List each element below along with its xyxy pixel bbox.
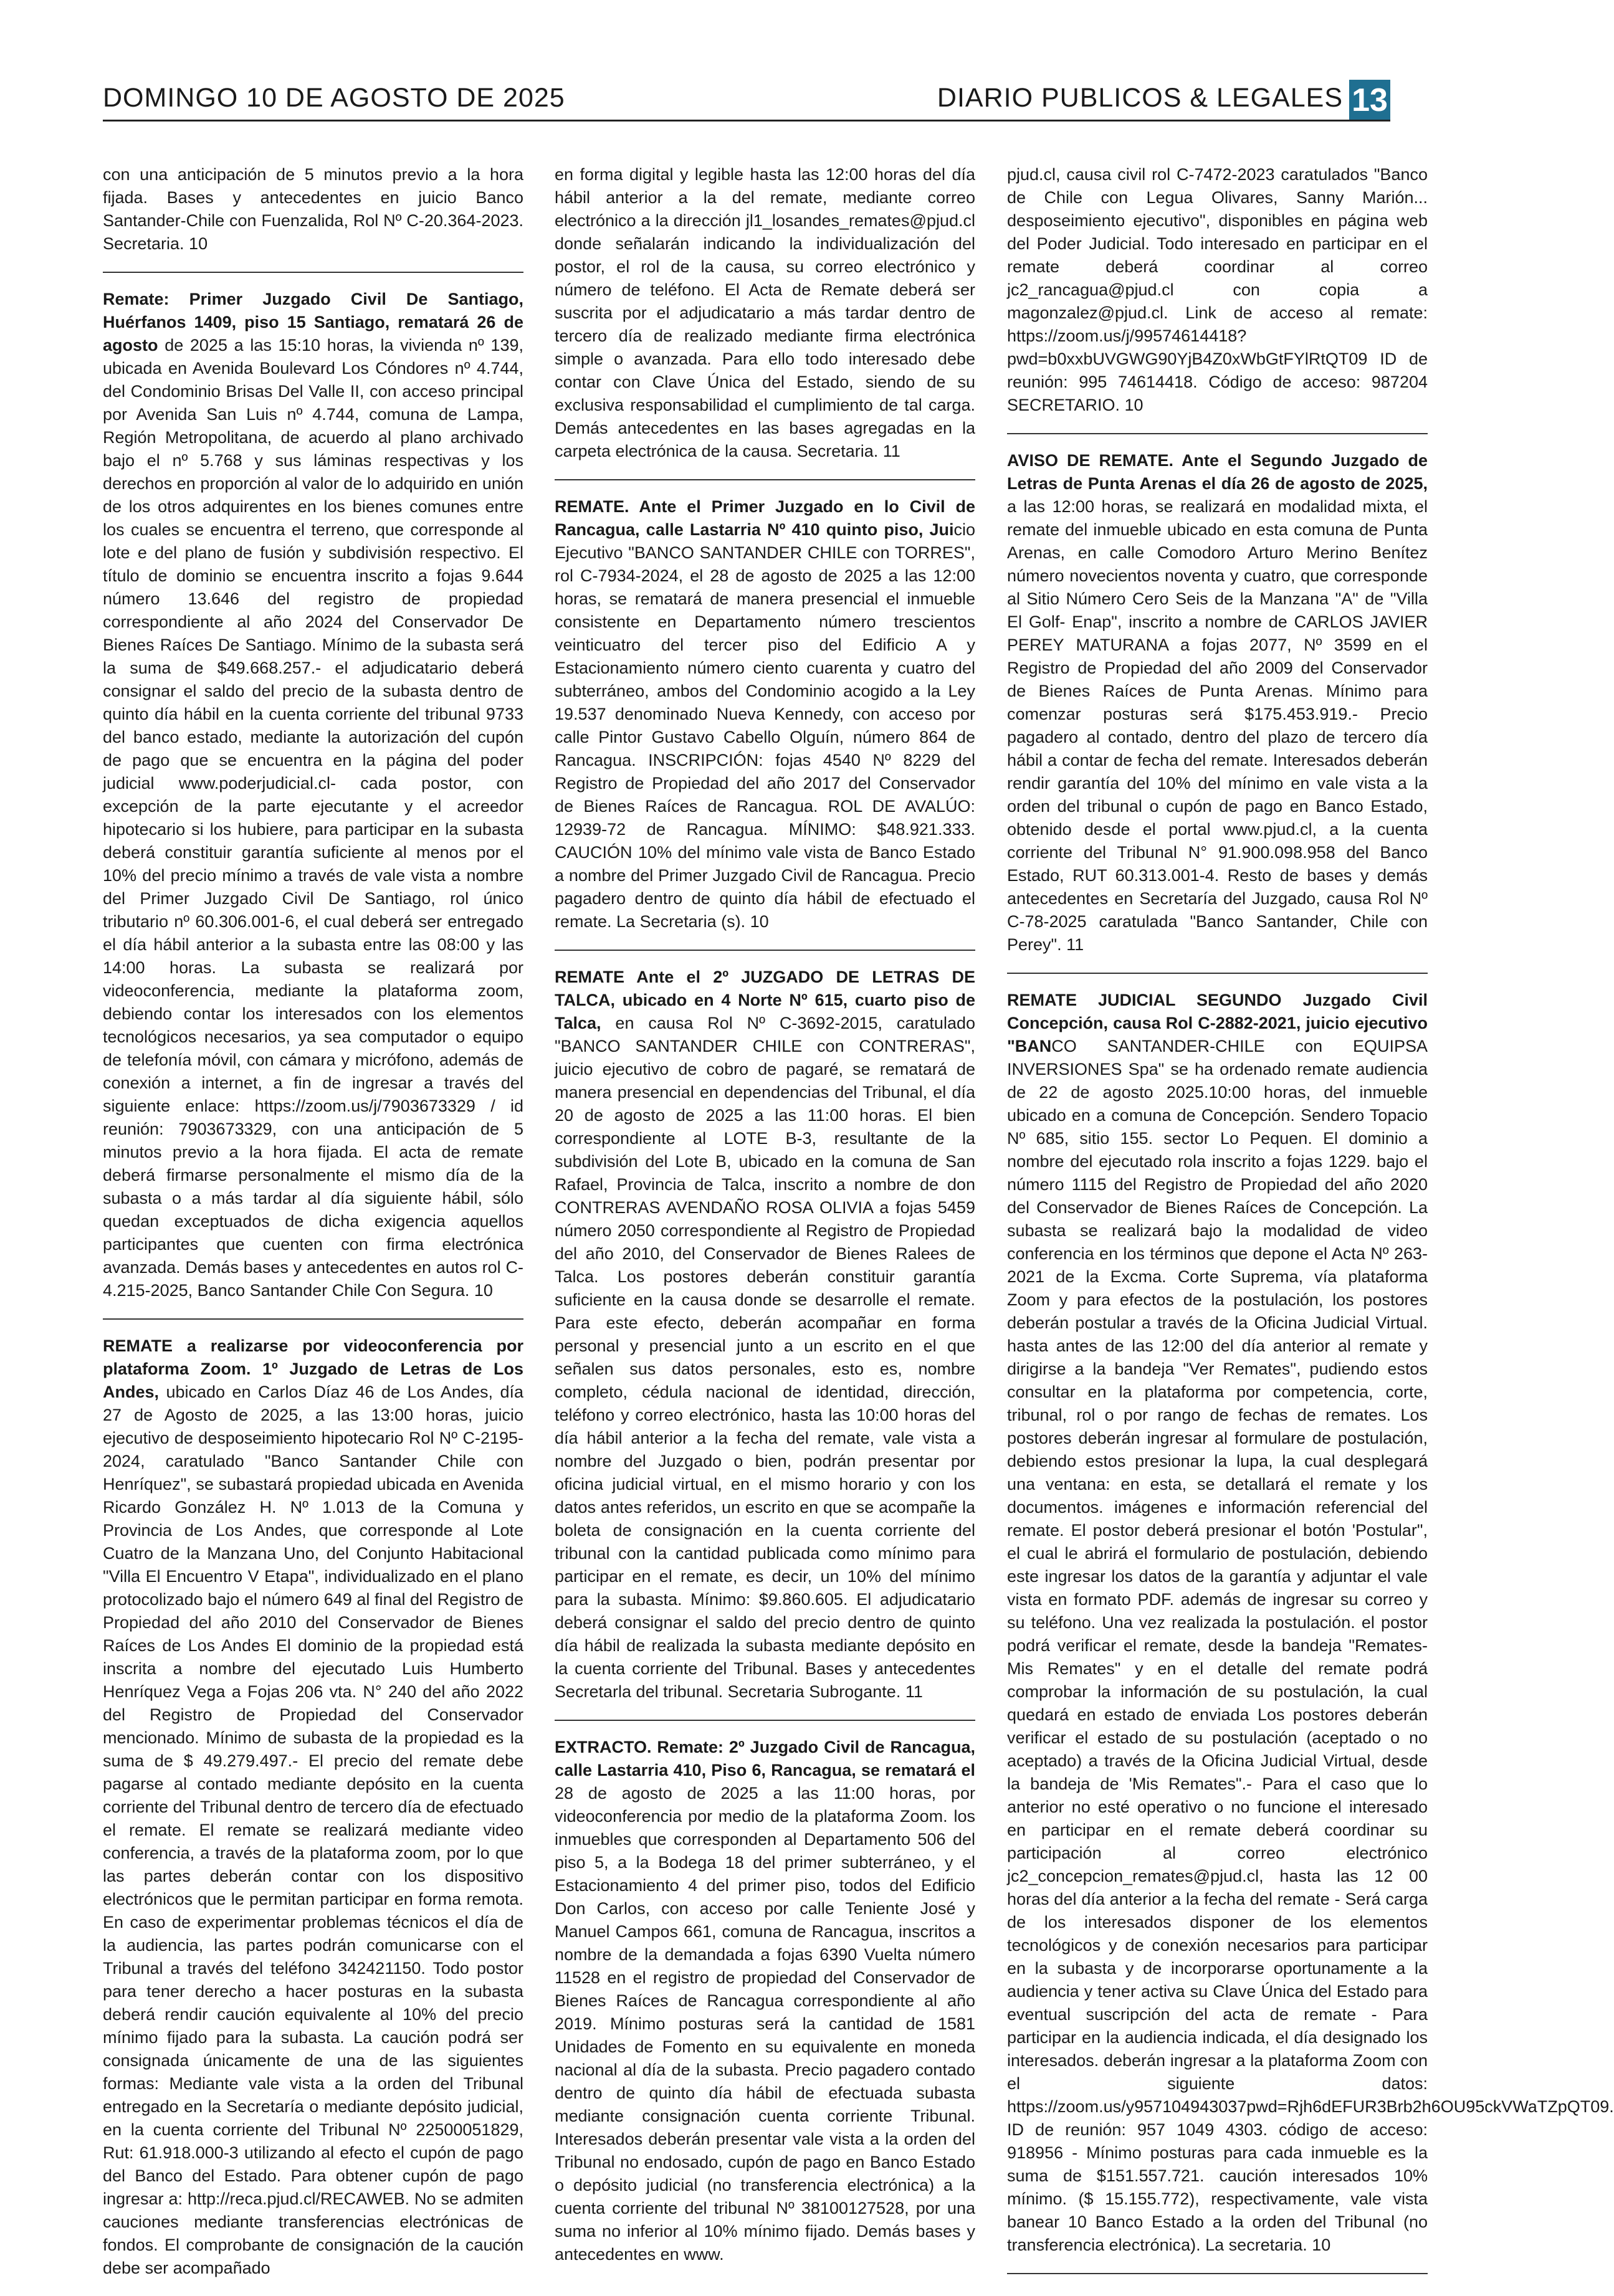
notice-body: a las 12:00 horas, se realizará en modalidad mixta, el remate del inmueble ubicado en esta comuna de Punta Arenas, en calle Comodoro Arturo Merino Benítez número novecientos noventa y cuatro, que corresponde al Sitio Número Cero Seis de la Manzana "A" de "Villa El Golf- Enap", inscrito a nombre de CARLOS JAVIER PEREY MATURANA a fojas 2077, Nº 3599 en el Registro de Propiedad del año 2009 del Conservador de Bienes Raíces de Punta Arenas. Mínimo para comenzar posturas será $175.453.919.- Precio pagadero al contado, dentro del plazo de tercero día hábil a contar de fecha del remate. Interesados deberán rendir garantía del 10% del mínimo en vale vista a la orden del tribunal o cupón de pago en Banco Estado, obtenido desde el portal www.pjud.cl, a la cuenta corriente del Tribunal N° 91.900.098.958 del Banco Estado, RUT 60.313.001-4. Resto de bases y demás antecedentes en Secretaría del Juzgado, causa Rol Nº C-78-2025 caratulada "Banco Santander, Chile con Perey". 11	[1007, 497, 1428, 954]
notice-divider	[103, 1318, 523, 1320]
notice-body: con una anticipación de 5 minutos previo a la hora fijada. Bases y antecedentes en juicio Banco Santander-Chile con Fuenzalida, Rol Nº C-20.364-2023. Secretaria. 10	[103, 165, 523, 253]
page-number-badge: 13	[1349, 80, 1390, 121]
notice-body: CO SANTANDER-CHILE con EQUIPSA INVERSIONES Spa" se ha ordenado remate audiencia de 22 de agosto 2025.10:00 horas, del inmueble ubicado en a comuna de Concepción. Sendero Topacio Nº 685, sitio 155. sector Lo Pequen. El dominio a nombre del ejecutado rola inscrito a fojas 1229. bajo el número 1115 del Registro de Propiedad del año 2020 del Conservador de Bienes Raíces de Concepción. La subasta se realizará bajo la modalidad de video conferencia en los términos que depone el Acta Nº 263-2021 de la Excma. Corte Suprema, vía plataforma Zoom y para efectos de la postulación, los postores deberán postular a través de la Oficina Judicial Virtual. hasta antes de las 12:00 del día anterior al remate y dirigirse a la bandeja "Ver Remates", pudiendo estos consultar en la plataforma por competencia, corte, tribunal, rol o por rango de fechas de remates. Los postores deberán ingresar al formulare de postulación, debiendo estos presionar la lupa, la cual desplegará una ventana: en esta, se detallará el remate y los documentos. imágenes e información referencial del remate. El postor deberá presionar el botón 'Postular", el cual le abrirá el formulario de postulación, debiendo este ingresar los datos de la garantía y adjuntar el vale vista en formato PDF. además de ingresar su correo y su teléfono. Una vez realizada la postulación. el postor podrá verificar el remate, desde la bandeja "Remates- Mis Remates" y en el detalle del remate podrá comprobar la información de su postulación, la cual quedará en estado de enviada Los postores deberán verificar el estado de su postulación (aceptado o no aceptado) a través de la Oficina Judicial Virtual, desde la bandeja de 'Mis Remates".- Para el caso que lo anterior no esté operativo o no funcione el interesado en participar en el remate deberá coordinar su participación al correo electrónico jc2_concepcion_remates@pjud.cl, hasta las 12 00 horas del día anterior a la fecha del remate - Será carga de los interesados disponer de los elementos tecnológicos y de conexión necesarios para participar en la subasta y de incorporarse oportunamente a la audiencia y tener activa su Clave Única del Estado para eventual suscripción del acta de remate - Para participar en la audiencia indicada, el día designado los interesados. deberán ingresar a la plataforma Zoom con el siguiente datos: https://zoom.us/y957104943037pwd=Rjh6dEFUR3Brb2h6OU95ckVWaTZpQT09. ID de reunión: 957 1049 4303. código de acceso: 918956 - Mínimo posturas para cada inmueble es la suma de $151.557.721. caución interesados 10% mínimo. ($ 15.155.772), respectivamente, vale vista banear 10 Banco Estado a la orden del Tribunal (no transferencia electrónica). La secretaria. 10	[1007, 1037, 1614, 2254]
notice-divider	[555, 479, 975, 480]
notice-divider	[1007, 433, 1428, 434]
notice-divider	[555, 1720, 975, 1721]
notice-divider	[103, 272, 523, 273]
notice-continuation	[555, 163, 975, 463]
notice-divider	[1007, 973, 1428, 974]
notice-body: ubicado en Carlos Díaz 46 de Los Andes, día 27 de Agosto de 2025, a las 13:00 horas, juicio ejecutivo de desposeimiento hipotecario Rol Nº C-2195-2024, caratulado "Banco Santander Chile con Henríquez", se subastará propiedad ubicada en Avenida Ricardo González H. Nº 1.013 de la Comuna y Provincia de Los Andes, que corresponde al Lote Cuatro de la Manzana Uno, del Conjunto Habitacional "Villa El Encuentro V Etapa", individualizado en el plano protocolizado bajo el número 649 al final del Registro de Propiedad del año 2010 del Conservador de Bienes Raíces de Los Andes El dominio de la propiedad está inscrita a nombre del ejecutado Luis Humberto Henríquez Vega a Fojas 206 vta. N° 240 del año 2022 del Registro de Propiedad del Conservador mencionado. Mínimo de subasta de la propiedad es la suma de $ 49.279.497.- El precio del remate debe pagarse al contado mediante depósito en la cuenta corriente del Tribunal dentro de tercero día de efectuado el remate. El remate se realizará mediante video conferencia, a través de la plataforma zoom, por lo que las partes deberán contar con los dispositivo electrónicos que le permitan participar en forma remota. En caso de experimentar problemas técnicos el día de la audiencia, las partes podrán comunicarse con el Tribunal a través del teléfono 342421150. Todo postor para tener derecho a hacer posturas en la subasta deberá rendir caución equivalente al 10% del precio mínimo fijado para la subasta. La caución podrá ser consignada únicamente de una de las siguientes formas: Mediante vale vista a la orden del Tribunal entregado en la Secretaría o mediante depósito judicial, en la cuenta corriente del Tribunal Nº 22500051829, Rut: 61.918.000-3 utilizando al efecto el cupón de pago del Banco del Estado. Para obtener cupón de pago ingresar a: http://reca.pjud.cl/RECAWEB. No se admiten cauciones mediante transferencias electrónicas de fondos. El comprobante de consignación de la caución debe ser acompañado	[103, 1383, 523, 2277]
notice-item	[1007, 989, 1614, 2257]
notice-lead: AVISO DE REMATE. Ante el Segundo Juzgado de Letras de Punta Arenas el día 26 de agosto de 2025,	[1007, 451, 1428, 493]
notice-item	[555, 966, 975, 1703]
notice-body: en causa Rol Nº C-3692-2015, caratulado "BANCO SANTANDER CHILE con CONTRERAS", juicio ejecutivo de cobro de pagaré, se rematará de manera presencial en dependencias del Tribunal, el día 20 de agosto de 2025 a las 11:00 horas. El bien correspondiente al LOTE B-3, resultante de la subdivisión del Lote B, ubicado en la comuna de San Rafael, Provincia de Talca, inscrito a nombre de don CONTRERAS AVENDAÑO ROSA OLIVIA a fojas 5459 número 2050 correspondiente al Registro de Propiedad del año 2010, del Conservador de Bienes Ralees de Talca. Los postores deberán constituir garantía suficiente en la causa donde se desarrolle el remate. Para este efecto, deberán acompañar en forma personal y presencial junto a un escrito en el que señalen sus datos personales, esto es, nombre completo, cédula nacional de identidad, dirección, teléfono y correo electrónico, hasta las 10:00 horas del día hábil anterior a la fecha del remate, vale vista a nombre del Juzgado o bien, podrán presentar por oficina judicial virtual, en el mismo horario y con los datos antes referidos, un escrito en que se acompañe la boleta de consignación en la cuenta corriente del tribunal con la cantidad publicada como mínimo para participar en el remate, es decir, un 10% del mínimo para la subasta. Mínimo: $9.860.605. El adjudicatario deberá consignar el saldo del precio dentro de quinto día hábil de realizada la subasta mediante depósito en la cuenta corriente del Tribunal. Bases y antecedentes Secretarla del tribunal. Secretaria Subrogante. 11	[555, 1014, 975, 1701]
notice-body: en forma digital y legible hasta las 12:00 horas del día hábil anterior a la del remate, mediante correo electrónico a la dirección jl1_losandes_remates@pjud.cl donde señalarán indicando la individualización del postor, el rol de la causa, su correo electrónico y número de teléfono. El Acta de Remate deberá ser suscrita por el adjudicatario a más tardar dentro de tercero día de realizado mediante firma electrónica simple o avanzada. Para ello todo interesado debe contar con Clave Única del Estado, siendo de su exclusiva responsabilidad el cumplimiento de tal carga. Demás antecedentes en las bases agregadas en la carpeta electrónica de la causa. Secretaria. 11	[555, 165, 975, 460]
notice-lead: REMATE JUDICIAL SEGUNDO Juzgado Civil Concepción, causa Rol C-2882-2021, juicio ejecutivo "BAN	[1007, 991, 1428, 1055]
notice-item	[1007, 449, 1428, 956]
notice-lead: REMATE Ante el 2º JUZGADO DE LETRAS DE TALCA, ubicado en 4 Norte Nº 615, cuarto piso de Talca,	[555, 968, 975, 1032]
notice-item	[103, 288, 523, 1302]
notice-lead: EXTRACTO. Remate: 2º Juzgado Civil de Rancagua, calle Lastarria 410, Piso 6, Rancagua, se rematará el	[555, 1738, 975, 1779]
column-3	[1007, 163, 1614, 2289]
notice-lead: REMATE a realizarse por videoconferencia por plataforma Zoom. 1º Juzgado de Letras de Los Andes,	[103, 1336, 523, 1401]
notice-item	[555, 1736, 975, 2266]
notice-continuation	[103, 163, 523, 255]
notice-item	[103, 1335, 523, 2280]
notice-continuation	[1007, 163, 1428, 417]
publication-name: DIARIO PUBLICOS & LEGALES	[937, 83, 1343, 113]
notice-body: pjud.cl, causa civil rol C-7472-2023 caratulados "Banco de Chile con Legua Olivares, Sanny Marión... desposeimiento ejecutivo", disponibles en página web del Poder Judicial. Todo interesado en participar en el remate deberá coordinar al correo jc2_rancagua@pjud.cl con copia a magonzalez@pjud.cl. Link de acceso al remate: https://zoom.us/j/99574614418?pwd=b0xxbUVGWG90YjB4Z0xWbGtFYlRtQT09 ID de reunión: 995 74614418. Código de acceso: 987204 SECRETARIO. 10	[1007, 165, 1428, 414]
notice-body: de 2025 a las 15:10 horas, la vivienda nº 139, ubicada en Avenida Boulevard Los Cóndores nº 4.744, del Condominio Brisas Del Valle II, con acceso principal por Avenida San Luis nº 4.744, comuna de Lampa, Región Metropolitana, de acuerdo al plano archivado bajo el nº 5.768 y sus láminas respectivas y los derechos en proporción al valor de lo adquirido en unión de los otros adquirentes en los bienes comunes entre los cuales se encuentra el terreno, que corresponde al lote e del plano de fusión y subdivisión respectivo. El título de dominio se encuentra inscrito a fojas 9.644 número 13.646 del registro de propiedad correspondiente al año 2024 del Conservador De Bienes Raíces De Santiago. Mínimo de la subasta será la suma de $49.668.257.- el adjudicatario deberá consignar el saldo del precio de la subasta dentro de quinto día hábil en la cuenta corriente del tribunal 9733 del banco estado, mediante la autorización del cupón de pago que se encuentra en la página del poder judicial www.poderjudicial.cl- cada postor, con excepción de la parte ejecutante y el acreedor hipotecario si los hubiere, para participar en la subasta deberá constituir garantía suficiente al menos por el 10% del precio mínimo a través de vale vista a nombre del Primer Juzgado Civil De Santiago, rol único tributario nº 60.306.001-6, el cual deberá ser entregado el día hábil anterior a la subasta entre las 08:00 y las 14:00 horas. La subasta se realizará por videoconferencia, mediante la plataforma zoom, debiendo contar los interesados con los elementos tecnológicos necesarios, ya sea computador o equipo de telefonía móvil, con cámara y micrófono, además de conexión a internet, a fin de ingresar a través del siguiente enlace: https://zoom.us/j/7903673329 / id reunión: 7903673329, con una anticipación de 5 minutos previo a la hora fijada. El acta de remate deberá firmarse personalmente el mismo día de la subasta o a más tardar al día siguiente hábil, sólo quedan exceptuados de dicha exigencia aquellos participantes que cuenten con firma electrónica avanzada. Demás bases y antecedentes en autos rol C-4.215-2025, Banco Santander Chile Con Segura. 10	[103, 336, 523, 1300]
column-2	[555, 163, 975, 2282]
notice-divider	[1007, 2273, 1428, 2274]
notice-body: 28 de agosto de 2025 a las 11:00 horas, por videoconferencia por medio de la plataforma Zoom. los inmuebles que corresponden al Departamento 506 del piso 5, a la Bodega 18 del primer subterráneo, y el Estacionamiento 4 del primer piso, todos del Edificio Don Carlos, con acceso por calle Teniente José y Manuel Campos 661, comuna de Rancagua, inscritos a nombre de la demandada a fojas 6390 Vuelta número 11528 en el registro de propiedad del Conservador de Bienes Raíces de Rancagua correspondiente al año 2019. Mínimo posturas será la cantidad de 1581 Unidades de Fomento en su equivalente en moneda nacional al día de la subasta. Precio pagadero contado dentro de quinto día hábil de efectuada subasta mediante consignación cuenta corriente Tribunal. Interesados deberán presentar vale vista a la orden del Tribunal no endosado, cupón de pago en Banco Estado o depósito judicial (no transferencia electrónica) a la cuenta corriente del tribunal Nº 38100127528, por una suma no inferior al 10% mínimo fijado. Demás bases y antecedentes en www.	[555, 1784, 975, 2264]
notice-lead: REMATE. Ante el Primer Juzgado en lo Civil de Rancagua, calle Lastarria Nº 410 quinto piso, Jui	[555, 497, 975, 539]
column-1	[103, 163, 523, 2296]
notice-lead: Remate: Primer Juzgado Civil De Santiago, Huérfanos 1409, piso 15 Santiago, rematará 26 de agosto	[103, 290, 523, 355]
notice-divider	[555, 950, 975, 951]
header-divider	[103, 120, 1390, 121]
issue-date: DOMINGO 10 DE AGOSTO DE 2025	[103, 83, 565, 113]
page-header	[103, 80, 1390, 118]
notice-item	[555, 495, 975, 933]
notice-body: cio Ejecutivo "BANCO SANTANDER CHILE con TORRES", rol C-7934-2024, el 28 de agosto de 2025 a las 12:00 horas, se rematará de manera presencial el inmueble consistente en Departamento número trescientos veinticuatro del tercer piso del Edificio A y Estacionamiento número ciento cuarenta y cuatro del subterráneo, ambos del Condominio acogido a la Ley 19.537 denominado Nueva Kennedy, con acceso por calle Pintor Gustavo Cabello Olguín, número 864 de Rancagua. INSCRIPCIÓN: fojas 4540 Nº 8229 del Registro de Propiedad del año 2017 del Conservador de Bienes Raíces de Rancagua. ROL DE AVALÚO: 12939-72 de Rancagua. MÍNIMO: $48.921.333. CAUCIÓN 10% del mínimo vale vista de Banco Estado a nombre del Primer Juzgado Civil de Rancagua. Precio pagadero dentro de quinto día hábil de efectuado el remate. La Secretaria (s). 10	[555, 520, 975, 931]
